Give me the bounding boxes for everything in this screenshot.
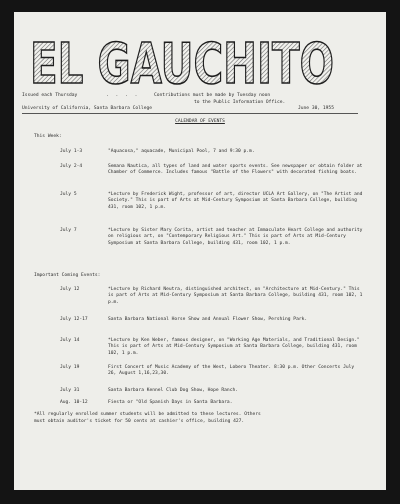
event-description: Fiesta or "Old Spanish Days in Santa Barbara. <box>108 400 233 405</box>
event-description: *Lecture by Richard Neutra, distinguished architect, on "Architecture at Mid-Century." This is part of Arts at Mid-Century Symposium at Santa Barbara College, building 431, room 102, 1 p.m. <box>108 287 363 305</box>
event-description: *Lecture by Sister Mary Corita, artist and teacher at Immaculate Heart College and authority on religious art, on "Contemporary Religious Art." This is part of Arts at Mid-Century Symposium at Santa Barbara College, building 431, room 102, 1 p.m. <box>108 228 363 246</box>
event-description: Santa Barbara National Horse Show and Annual Flower Show, Pershing Park. <box>108 317 308 322</box>
event-date: July 2-4 <box>60 164 83 169</box>
footnote-line1: *All regularly enrolled summer students will be admitted to these lectures. Others <box>34 412 261 417</box>
event-date: July 7 <box>60 228 77 233</box>
event-description: Santa Barbara Kennel Club Dog Show, Hope Ranch. <box>108 388 238 393</box>
this-week-heading: This Week: <box>34 134 62 139</box>
event-description: *Lecture by Frederick Wight, professor of art, director UCLA Art Gallery, on "The Artist and Society." This is part of Arts at Mid-Century Symposium at Santa Barbara College, building 431, room 102, 1 p.m. <box>108 192 363 210</box>
event-date: July 31 <box>60 388 80 393</box>
header-rule <box>22 113 358 114</box>
event-description: *Lecture by Ken Weber, famous designer, on "Working Age Materials, and Traditional Design." This is part of Arts at Mid-Century Symposium at Santa Barbara College, building 431, room 102, 1 p.m. <box>108 338 360 356</box>
contributions-text-line2: to the Public Information Office. <box>194 100 286 105</box>
event-date: July 1-3 <box>60 149 83 154</box>
event-date: July 5 <box>60 192 77 197</box>
event-date: Aug. 10-12 <box>60 400 88 405</box>
dots-text: . . . . <box>106 93 140 98</box>
event-date: July 12 <box>60 287 80 292</box>
masthead-title: EL GAUCHITO <box>30 36 334 92</box>
issued-text: Issued each Thursday <box>22 93 78 98</box>
contributions-text-line1: Contributions must be made by Tuesday noon <box>154 93 271 98</box>
event-description: "Aquacosa," aquacade, Municipal Pool, 7 and 9:30 p.m. <box>108 149 255 154</box>
newsletter-page <box>14 12 386 490</box>
masthead-logo <box>28 36 338 92</box>
footnote-line2: must obtain auditor's ticket for 50 cents at cashier's office, building 427. <box>34 419 245 424</box>
issue-date: June 30, 1955 <box>298 106 334 111</box>
event-description: Semana Nautica, all types of land and water sports events. See newspaper or obtain folder at Chamber of Commerce. Includes famous "Battle of the Flowers" with decorated fishing boats. <box>108 164 363 176</box>
event-date: July 12-17 <box>60 317 88 322</box>
event-description: First Concert of Music Academy of the West, Lobero Theater. 8:30 p.m. Other Concerts July 26, August 1,16,23,30. <box>108 365 355 377</box>
university-text: University of California, Santa Barbara College <box>22 106 152 111</box>
event-date: July 19 <box>60 365 80 370</box>
coming-events-heading: Important Coming Events: <box>34 273 101 278</box>
event-date: July 14 <box>60 338 80 343</box>
calendar-title: CALENDAR OF EVENTS <box>175 119 225 124</box>
